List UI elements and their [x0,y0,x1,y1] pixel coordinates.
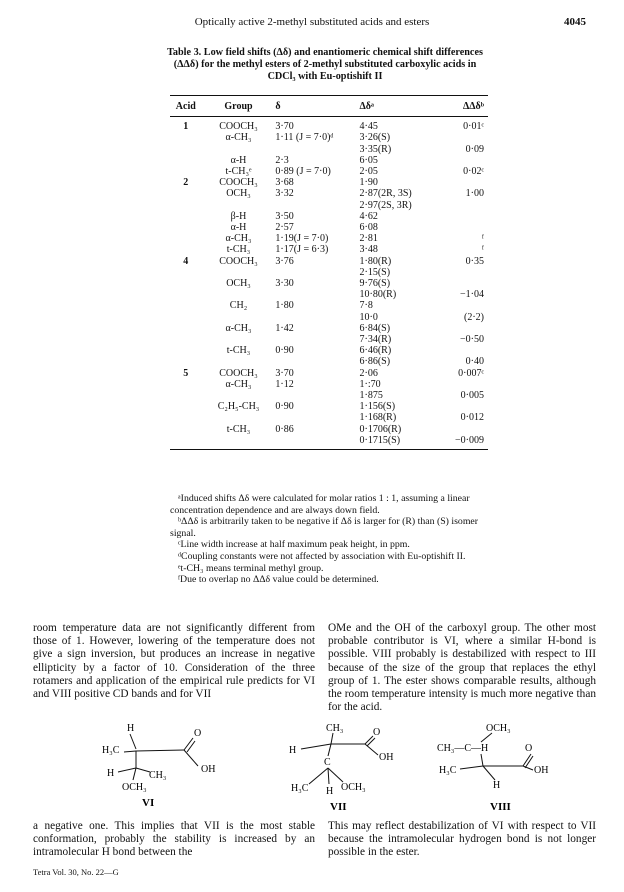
cell-delta-delta-delta [431,379,488,390]
cell-delta [275,289,359,300]
cell-group [202,289,276,300]
body-text-col1: room temperature data are not significantly different from those of 1. However, lowering of the temperature does not give a sign inversion, but produces an increase in negative ellipticity by a factor of 10. Consideration of the three rotamers and application of the empirical rule predicts for VI and VIII positive CD bands and for VII [33,622,315,701]
footnote: ᵇΔΔδ is arbitrarily taken to be negative if Δδ is larger for (R) than (S) isomer signal. [170,516,479,539]
body-text-col4: This may reflect destabilization of VI with respect to VII because the intramolecular hydrogen bond is not longer possible in the ester. [328,820,596,859]
cell-group [202,435,276,450]
cell-delta [275,435,359,450]
table-row [170,233,488,244]
cell-delta: 3·70 [275,121,294,133]
page-number: 4045 [564,16,586,28]
cell-delta-delta: 1·80(R) [359,255,392,267]
cell-acid [170,312,202,323]
cell-delta [275,390,359,401]
cell-group: α-CH₃ [225,378,252,390]
cell-delta-delta: 6·46(R) [359,345,392,357]
table-row [170,323,488,334]
cell-acid [170,200,202,211]
cell-acid [170,401,202,412]
vii-atom-h-bottom: H [326,786,334,797]
cell-delta-delta-delta: −1·04 [460,289,484,301]
cell-group: OCH₃ [226,188,251,200]
cell-delta-delta-delta: 0·40 [465,356,484,368]
col-header-delta: δ [275,96,359,117]
cell-group: OCH₃ [226,278,251,290]
cell-delta-delta-delta: −0·009 [431,435,488,450]
viii-atom-ch3-c-h: CH₃—C—H [437,743,489,754]
cell-delta-delta: 9·76(S) [359,278,391,290]
cell-delta-delta: 7·34(R) [359,334,392,346]
table-row [170,289,488,300]
vii-atom-c: C [324,757,331,768]
cell-acid [170,155,202,166]
cell-group: α-CH₃ [225,132,252,144]
table-row [170,356,488,367]
cell-acid [170,211,202,222]
cell-delta [275,312,359,323]
cell-group [202,200,276,211]
viii-atom-oh: OH [534,765,549,776]
cell-group: COOCH₃ [219,121,258,133]
cell-delta-delta: 6·86(S) [359,356,391,368]
table-row [170,188,488,199]
cell-delta-delta: 6·08 [359,222,378,234]
cell-delta-delta-delta: ᶠ [481,233,484,245]
cell-delta-delta-delta: (2·2) [464,311,484,323]
cell-delta-delta: 3·26(S) [359,132,391,144]
cell-delta-delta-delta [431,155,488,166]
cell-acid: 5 [183,367,189,379]
viii-atom-o: O [525,743,533,754]
cell-delta-delta-delta [431,345,488,356]
cell-acid [170,144,202,155]
cell-acid: 4 [183,255,189,267]
cell-delta-delta: 10·80(R) [359,289,397,301]
table-row [170,256,488,267]
cell-acid [170,412,202,423]
structure-vii [283,722,423,812]
cell-acid [170,435,202,450]
vii-atom-ch3: CH₃ [326,723,344,734]
table-row [170,117,488,133]
table-row [170,379,488,390]
cell-group [202,356,276,367]
cell-delta [275,334,359,345]
viii-atom-h: H [493,780,501,791]
cell-acid [170,244,202,255]
cell-delta-delta-delta: 0·007ᶜ [458,367,484,379]
cell-delta-delta: 2·97(2S, 3R) [359,199,412,211]
cell-delta-delta: 0·1706(R) [359,423,402,435]
cell-delta-delta-delta: 0·09 [465,143,484,155]
cell-acid [170,166,202,177]
table-row [170,155,488,166]
cell-group: α-H [230,154,247,166]
cell-group [202,334,276,345]
cell-group: α-CH₃ [225,233,252,245]
cell-delta: 3·76 [275,255,294,267]
cell-group: t-CH₃ [226,345,251,357]
table-row [170,401,488,412]
table-body [170,117,488,450]
table-row [170,334,488,345]
vi-atom-h3c: H₃C [102,745,120,756]
cell-delta-delta: 1·875 [359,390,383,402]
cell-acid [170,424,202,435]
cell-delta-delta: 3·48 [359,244,378,256]
cell-group: α-H [230,222,247,234]
cell-group: t-CH₃ᵉ [225,166,252,178]
table-label: Table 3. [167,47,202,58]
cell-delta-delta-delta: 0·005 [460,390,484,402]
cell-delta-delta: 2·81 [359,233,378,245]
viii-label: VIII [490,801,511,812]
cell-delta: 0·90 [275,401,294,413]
cell-delta-delta-delta: 0·35 [465,255,484,267]
cell-delta: 1·12 [275,378,294,390]
cell-delta: 3·50 [275,210,294,222]
vii-atom-oh: OH [379,752,394,763]
cell-acid [170,278,202,289]
cell-group [202,267,276,278]
cell-delta-delta-delta: 1·00 [465,188,484,200]
cell-group: COOCH₃ [219,177,258,189]
vi-atom-och3: OCH₃ [122,782,147,793]
body-text-col2: OMe and the OH of the carboxyl group. The other most probable contributor is VI, where a similar H-bond is possible. VIII probably is destabilized with respect to III because of the size of the group that replaces the ethyl group of 1. The ester shows comparable results, although the room temperature intensity is much more negative than for the acid. [328,622,596,714]
cell-acid [170,132,202,143]
footnote: ᵉt-CH₃ means terminal methyl group. [178,562,324,574]
cell-delta-delta-delta [431,300,488,311]
cell-acid [170,233,202,244]
table-header-row [170,96,488,117]
table-row [170,244,488,255]
viii-atom-och3: OCH₃ [486,723,511,734]
table-row [170,267,488,278]
cell-delta: 1·19(J = 7·0) [275,233,329,245]
vi-atom-h-top: H [127,723,135,734]
cell-delta-delta-delta: −0·50 [460,334,484,346]
cell-delta: 0·90 [275,345,294,357]
cell-delta-delta: 1·:70 [359,378,381,390]
footnote: ᵃInduced shifts Δδ were calculated for molar ratios 1 : 1, assuming a linear concentration dependence and are always down field. [170,493,470,516]
cell-delta-delta: 4·62 [359,210,378,222]
cell-delta-delta-delta [431,132,488,143]
footnote: ᶠDue to overlap no ΔΔδ value could be determined. [178,574,379,586]
vii-atom-o: O [373,727,381,738]
viii-atom-h3c: H₃C [439,765,457,776]
cell-delta-delta-delta [431,222,488,233]
running-title: Optically active 2-methyl substituted acids and esters [194,16,430,28]
table-row [170,368,488,379]
cell-delta: 2·57 [275,222,294,234]
cell-group: β-H [230,210,247,222]
table-row [170,435,488,450]
cell-delta-delta: 6·84(S) [359,322,391,334]
cell-delta-delta-delta [431,401,488,412]
running-header [0,16,624,32]
footer-journal: Tetra Vol. 30, No. 22—G [33,867,119,877]
table-row [170,345,488,356]
vi-atom-h-left: H [107,768,115,779]
table-row [170,222,488,233]
cell-delta-delta-delta [431,278,488,289]
table-row [170,177,488,188]
cell-delta-delta: 10·0 [359,311,378,323]
col-header-delta-delta-delta: ΔΔδᵇ [431,96,488,117]
cell-acid [170,289,202,300]
cell-acid: 1 [183,121,189,133]
cell-group: CH₂ [229,300,248,312]
cell-group: t-CH₃ [226,244,251,256]
cell-delta-delta-delta [431,211,488,222]
cell-acid [170,267,202,278]
cell-delta [275,412,359,423]
cell-delta-delta: 4·45 [359,121,378,133]
cell-delta-delta: 6·05 [359,154,378,166]
cell-delta-delta-delta: 0·02ᶜ [463,166,484,178]
table-row [170,312,488,323]
col-header-delta-delta: Δδᵃ [360,96,431,117]
cell-delta-delta-delta [431,424,488,435]
vii-atom-och3: OCH₃ [341,782,366,793]
cell-delta: 1·80 [275,300,294,312]
cell-delta: 3·30 [275,278,294,290]
cell-delta: 3·68 [275,177,294,189]
cell-acid [170,300,202,311]
table-row [170,278,488,289]
vi-atom-ch3: CH₃ [149,770,167,781]
cell-delta-delta-delta [431,267,488,278]
cell-delta-delta-delta: 0·012 [460,412,484,424]
col-header-acid: Acid [170,96,202,117]
cell-acid [170,323,202,334]
table-row [170,412,488,423]
table-caption-text: Low field shifts (Δδ) and enantiomeric chemical shift differences (ΔΔδ) for the methyl esters of 2-methyl substituted carboxylic acids in CDCl₃ with Eu-optishift II [173,47,483,82]
cell-group: COOCH₃ [219,255,258,267]
cell-delta [275,356,359,367]
body-text-col3: a negative one. This implies that VII is the most stable conformation, probably the stability is increased by an intramolecular H bond between the [33,820,315,859]
cell-delta [275,267,359,278]
cell-acid [170,379,202,390]
cell-delta: 2·3 [275,154,289,166]
table-row [170,144,488,155]
cell-delta-delta-delta [431,200,488,211]
cell-delta-delta: 1·168(R) [359,412,397,424]
cell-group [202,312,276,323]
table-row [170,132,488,143]
table-row [170,211,488,222]
cell-group: α-CH₃ [225,322,252,334]
cell-acid [170,356,202,367]
cell-delta-delta-delta: 0·01ᶜ [463,121,484,133]
structure-viii [435,722,565,812]
table-row [170,300,488,311]
cell-delta-delta: 2·87(2R, 3S) [359,188,412,200]
cell-delta-delta-delta [431,177,488,188]
vii-atom-h: H [289,745,297,756]
cell-group [202,144,276,155]
vi-label: VI [142,797,155,807]
cell-delta-delta: 1·156(S) [359,401,396,413]
cell-delta: 1·17(J = 6·3) [275,244,329,256]
cell-acid [170,222,202,233]
table-row [170,424,488,435]
table-row [170,166,488,177]
cell-delta-delta: 2·05 [359,166,378,178]
cell-delta [275,200,359,211]
cell-group [202,390,276,401]
cell-acid [170,334,202,345]
footnote: ᵈCoupling constants were not affected by association with Eu-optishift II. [178,550,466,562]
footnote: ᶜLine width increase at half maximum peak height, in ppm. [178,539,410,551]
shift-table [170,95,488,450]
vi-atom-o: O [194,728,202,739]
table-footnotes [170,493,488,586]
vii-label: VII [330,801,347,812]
table-row [170,200,488,211]
cell-delta-delta: 0·1715(S) [360,435,431,450]
cell-delta-delta: 7·8 [359,300,373,312]
cell-acid [170,188,202,199]
table-row [170,390,488,401]
cell-delta-delta: 2·15(S) [359,266,391,278]
cell-group: t-CH₃ [226,423,251,435]
cell-delta-delta: 1·90 [359,177,378,189]
cell-delta: 3·70 [275,367,294,379]
cell-delta: 1·11 (J = 7·0)ᵈ [275,132,334,144]
vii-atom-h3c: H₃C [291,783,309,794]
col-header-group: Group [202,96,276,117]
cell-group: C₂H₅-CH₃ [217,401,260,413]
cell-delta-delta: 2·06 [359,367,378,379]
cell-delta: 0·86 [275,423,294,435]
cell-group [202,412,276,423]
cell-acid [170,390,202,401]
cell-delta [275,144,359,155]
cell-delta-delta-delta: ᶠ [481,244,484,256]
cell-acid: 2 [183,177,189,189]
structure-vi [98,722,258,807]
table-caption [165,47,485,83]
cell-acid [170,345,202,356]
cell-delta-delta: 3·35(R) [359,143,392,155]
cell-group: COOCH₃ [219,367,258,379]
cell-delta: 1·42 [275,322,294,334]
cell-delta-delta-delta [431,323,488,334]
cell-delta: 0·89 (J = 7·0) [275,166,331,178]
cell-delta: 3·32 [275,188,294,200]
vi-atom-oh: OH [201,764,216,775]
